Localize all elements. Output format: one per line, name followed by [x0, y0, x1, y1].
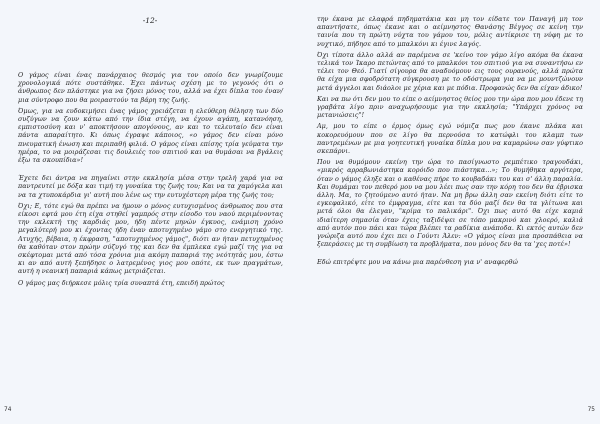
paragraph: Αμ, μου το είπε ο έρμος όμως εγώ νόμιζα πως μου έκανε πλάκα και κοκορευόμουν που σε λίγο θα περνούσα το κατώφλι του κλαμπ των παντρεμένων με μια γοητευτική γυναίκα δίπλα μου να καμαρώνω σαν γύφτικο σκεπάρνι.	[317, 122, 583, 156]
paragraph: Όμως, για να ευδοκιμήσει ένας γάμος χρειάζεται η ελεύθερη θέληση των δύο συζύγων να ζουν κάτω από την ίδια στέγη, να έχουν αγάπη, κατανόηση, εμπιστοσύνη και ν' αποκτήσουν απογόνους, αν και το τελευταίο δεν είναι πάντα απαραίτητο. Κι όπως έγραψε κάποιος, «ο γάμος δεν είναι μόνο πνευματική ένωση και περιπαθή φιλιά. Ο γάμος είναι επίσης τρία γεύματα την ημέρα, το να μοιράζεσαι τις δουλειές του σπιτιού και να θυμάσαι να βγάλεις έξω τα σκουπίδια»!	[18, 106, 283, 165]
left-page-text	[18, 71, 283, 290]
right-page	[300, 0, 600, 424]
page-number: 75	[587, 407, 595, 413]
paragraph: Που να θυμόμουν εκείνη την ώρα το πασίγνωστο ρεμπέτικο τραγουδάκι, «μικρός αρραβωνιάστηκα κορόιδο που πιάστηκα...»; Το θυμήθηκα αργότερα, όταν ο γάμος έληξε και ο καθένας πήρε το κουβαδάκι του και σ' άλλη παραλία. Και θυμάμαι τον πεθερό μου να μου λέει πως σαν την κόρη του δεν θα έβρισκα άλλη. Μα, το ζητούμενο αυτό ήταν. Να μη βρω άλλη σαν εκείνη διότι είτε το εγκεφαλικό, είτε το έμφραγμα, είτε και τα δύο μαζί δεν θα τα γλίτωνα και μετά όλοι θα έλεγαν, "κρίμα το παλικάρι". Όχι πως αυτό θα είχε καμιά ιδιαίτερη σημασία όταν έχεις ταξιδέψει σε τόπο μακρινό και χλοερό, καλιά από αυτόν που πάει και τώρα βλέπει τα ραδίκια ανάποδα. Κι εκτός αυτών δεν γνώριζα αυτό που έχει πει ο Γούντι Άλεν: «Ο γάμος είναι μια προσπάθεια να ξεπεράσεις με τη συμβίωση τα προβλήματα, που μόνος δεν θα τα 'χες ποτέ»!	[317, 158, 583, 249]
paragraph: την έκανα με ελαφρά πηδηματάκια και μη τον είδατε τον Παναγή μη τον απαντήσατε, όπως έκανε και ο αείμνηστος Θανάσης Βέγγος σε κείνη την ταινία που τη πρώτη νύχτα του γάμου του, μόλις αντίκρισε τη νύφη με το νυχτικό, πήδησε από το μπαλκόνι κι έγινε λαγός.	[317, 15, 583, 48]
paragraph: Και να πω ότι δεν μου το είπε ο αείμνηστος θείος μου την ώρα που μου έδενε τη γραβάτα λίγο πριν αναχωρήσουμε για την εκκλησία; "Υπάρχει χρόνος να μετανιώσεις"!	[317, 94, 583, 120]
paragraph: Έχετε δει άντρα να πηγαίνει στην εκκλησία μέσα στην τρελή χαρά για να παντρευτεί με δόξα και τιμή τη γυναίκα της ζωής του; Και να τα χαμόγελα και να τα χτυποκάρδια γι' αυτή που λένε ως την ευτυχέστερη μέρα της ζωής του;	[18, 174, 283, 199]
paragraph: Όχι; Ε, τότε εγώ θα πρέπει να ήμουν ο μόνος ευτυχισμένος άνθρωπος που στα είκοσι εφτά μου έτη είχα στηθεί γαμπρός στην είσοδο του ναού περιμένοντας την εκλεκτή της καρδιάς μου, ήδη πέντε μηνών έγκυος, ενάμιση χρόνο μεγαλύτερή μου κι έχοντας ήδη έναν αποτυχημένο γάμο στο ενεργητικό της. Ατυχής, βέβαια, η έκφραση, "αποτυχημένος γάμος", διότι αν ήταν πετυχημένος θα καθόταν στον πρώην σύζυγό της και δεν θα έμπλεκα εγώ μαζί της για να σκέφτομαι μετά από τόσα χρόνια μια ακόμη παπαριά της νεότητάς μου, έστω κι αν από αυτή ξεπήδησε ο λατρεμένος γιος μου οπότε, εκ των πραγμάτων, αυτή η νεανική παπαριά κάπως μετριάζεται.	[18, 201, 283, 276]
chapter-heading: -12-	[142, 16, 158, 25]
paragraph: Εδώ επιτρέψτε μου να κάνω μια παρένθεση για ν' αναφερθώ	[317, 258, 518, 267]
right-page-text	[317, 15, 583, 270]
paragraph: Ο γάμος μας διήρκεσε μόλις τρία συναπτά έτη, επειδή πρώτος	[18, 278, 225, 287]
paragraph: Όχι τίποτα άλλο αλλά αν παρέμενα σε 'κείνο τον γάμο λίγο ακόμα θα έκανα τελικά τον Ίκαρο πετώντας από το μπαλκόνι του σπιτιού για να συναντήσω εν τέλει τον Θεό. Γιατί σίγουρα θα αναδυόμουν εις τους ουρανούς, αλλά πρώτα θα είχα μια σφοδρότατη σύγκρουση με το οδόστρωμα για να με μουντζώνουν μετά άγγελοι και διάολοι με χέρια και με πόδια. Προφανώς δεν θα είχαν άδικο!	[317, 50, 583, 92]
paragraph: Ο γάμος είναι ένας πανάρχαιος θεσμός για τον οποίο δεν γνωρίζουμε χρονολογικά πότε συστάθηκε. Έχει πάντως σχέση με το γεγονός ότι ο άνθρωπος δεν πλάστηκε για να ζήσει μόνος του, αλλά να έχει δίπλα του έναν/μια σύντροφο που θα μοιραστούν τα βάρη της ζωής.	[18, 71, 283, 104]
page-number: 74	[4, 407, 12, 413]
